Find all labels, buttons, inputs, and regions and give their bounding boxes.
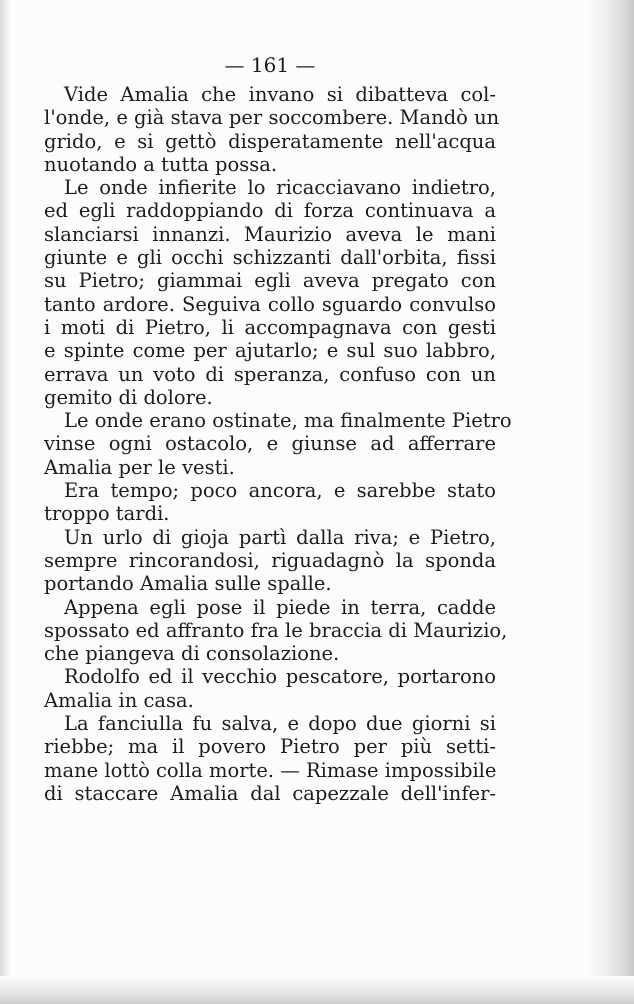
text-line: Amalia per le vesti. [44, 455, 235, 479]
text-line: grido, e si gettò disperatamente nell'acqua [44, 129, 496, 153]
text-line: La fanciulla fu salva, e dopo due giorni si [64, 712, 496, 736]
text-line: e spinte come per ajutarlo; e sul suo labbro, [44, 339, 496, 363]
page-text [44, 52, 512, 805]
paragraph [44, 712, 496, 805]
text-line: nuotando a tutta possa. [44, 152, 278, 176]
paragraph [44, 665, 496, 712]
text-line: che piangeva di consolazione. [44, 642, 340, 666]
paragraph [44, 83, 500, 176]
text-line: slanciarsi innanzi. Maurizio aveva le mani [44, 222, 496, 246]
text-line: riebbe; ma il povero Pietro per più setti- [44, 735, 496, 759]
text-line: mane lottò colla morte. — Rimase impossibile [44, 758, 497, 782]
text-line: errava un voto di speranza, confuso con un [44, 362, 496, 386]
text-line: Rodolfo ed il vecchio pescatore, portarono [64, 665, 496, 689]
text-line: vinse ogni ostacolo, e giunse ad afferrare [44, 432, 496, 456]
text-line: ed egli raddoppiando di forza continuava a [44, 199, 496, 223]
text-line: su Pietro; giammai egli aveva pregato con [44, 269, 496, 293]
text-line: tanto ardore. Seguiva collo sguardo convulso [44, 292, 496, 316]
paragraph [44, 479, 496, 526]
text-line: giunte e gli occhi schizzanti dall'orbita, fissi [44, 246, 496, 270]
text-line: troppo tardi. [44, 502, 170, 526]
page-number: — 161 — [224, 53, 316, 77]
page-left-shadow [0, 0, 10, 1004]
text-line: spossato ed affranto fra le braccia di Maurizio, [44, 618, 508, 642]
text-line: gemito di dolore. [44, 385, 213, 409]
paragraph [44, 526, 496, 596]
text-line: di staccare Amalia dal capezzale dell'infer- [44, 781, 496, 805]
paragraphs [44, 83, 512, 805]
text-line: Le onde infierite lo ricacciavano indietro, [64, 176, 496, 200]
text-line: Le onde erano ostinate, ma finalmente Pietro [64, 409, 512, 433]
text-line: l'onde, e già stava per soccombere. Mandò un [44, 106, 500, 130]
text-line: Un urlo di gioja partì dalla riva; e Pietro, [64, 525, 496, 549]
paragraph [44, 595, 508, 666]
text-line: portando Amalia sulle spalle. [44, 572, 332, 596]
page-bottom-shadow [0, 976, 634, 1004]
text-line: Era tempo; poco ancora, e sarebbe stato [64, 479, 496, 503]
paragraph [44, 176, 496, 409]
text-line: Vide Amalia che invano si dibatteva col- [64, 83, 496, 106]
text-line: i moti di Pietro, li accompagnava con gesti [44, 315, 496, 339]
text-line: sempre rincorandosi, riguadagnò la sponda [44, 548, 496, 572]
text-line: Appena egli pose il piede in terra, cadde [64, 595, 496, 619]
paragraph [44, 409, 512, 479]
page-right-shadow [588, 0, 634, 1004]
text-line: Amalia in casa. [44, 688, 194, 712]
